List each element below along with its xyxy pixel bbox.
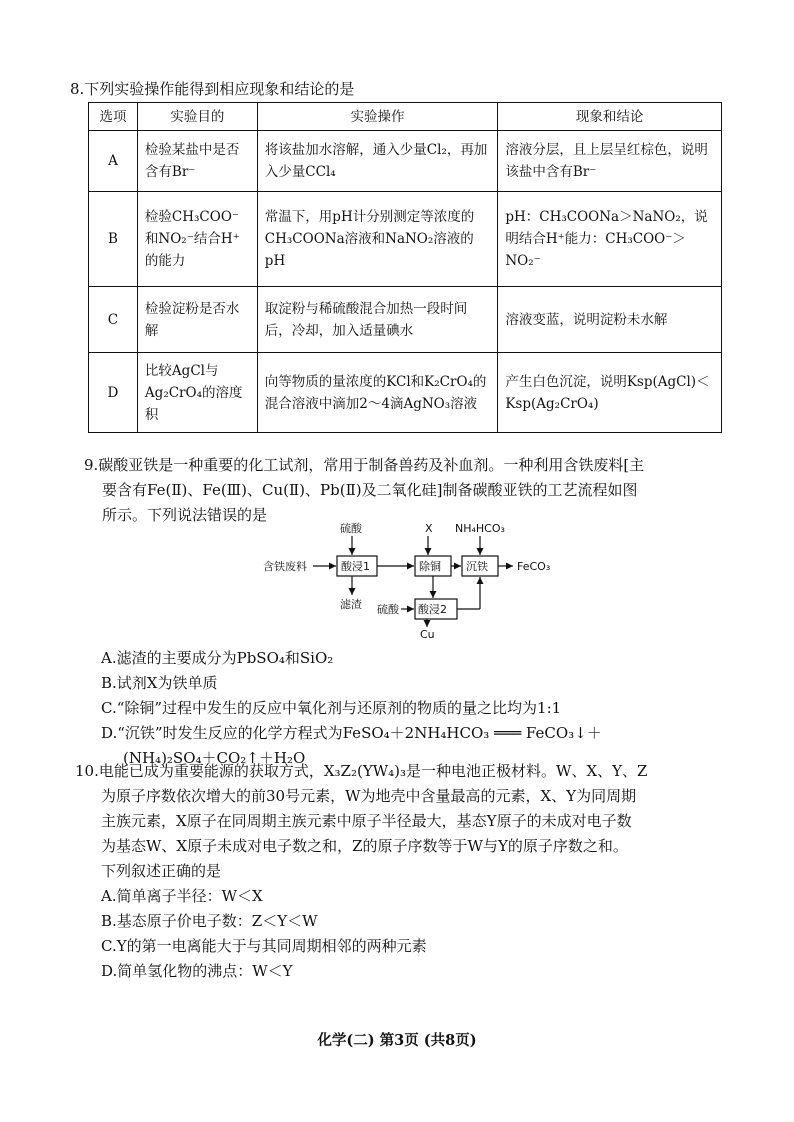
flow-box4-label: 酸浸2 [418, 603, 447, 616]
flow-box3-label: 沉铁 [466, 560, 488, 573]
header-operation: 实验操作 [257, 103, 498, 131]
table-row [89, 287, 722, 353]
row-purpose: 比较AgCl与Ag₂CrO₄的溶度积 [137, 353, 257, 433]
flow-x-label: X [425, 522, 433, 535]
q10-line-4: 为基态W、X原子未成对电子数之和，Z的原子序数等于W与Y的原子序数之和。 [101, 837, 628, 855]
q10-line-3: 主族元素，X原子在同周期主族元素中原子半径最大，基态Y原子的未成对电子数 [101, 812, 632, 830]
q9-option-a: A.滤渣的主要成分为PbSO₄和SiO₂ [101, 649, 334, 667]
table-row [89, 192, 722, 287]
row-option: C [89, 287, 138, 353]
q9-line-2: 要含有Fe(Ⅱ)、Fe(Ⅲ)、Cu(Ⅱ)、Pb(Ⅱ)及二氧化硅]制备碳酸亚铁的工艺流程如图 [102, 481, 638, 499]
row-result: 溶液分层，且上层呈红棕色，说明该盐中含有Br⁻ [498, 131, 722, 192]
q9-option-b: B.试剂X为铁单质 [101, 674, 218, 692]
experiment-table [88, 102, 722, 433]
q10-line-1: 10.电能已成为重要能源的获取方式，X₃Z₂(YW₄)₃是一种电池正极材料。W、X、Y、Z [75, 762, 648, 780]
row-result: 溶液变蓝，说明淀粉未水解 [498, 287, 722, 353]
q9-line-3: 所示。下列说法错误的是 [102, 506, 268, 524]
flow-product-label: FeCO₃ [517, 560, 551, 573]
q10-option-d: D.简单氢化物的沸点：W＜Y [101, 962, 293, 980]
q10-option-a: A.简单离子半径：W＜X [101, 887, 263, 905]
row-operation: 取淀粉与稀硫酸混合加热一段时间后，冷却，加入适量碘水 [257, 287, 498, 353]
question-9-stem [84, 453, 644, 528]
q9-option-c: C.“除铜”过程中发生的反应中氧化剂与还原剂的物质的量之比均为1:1 [101, 699, 562, 717]
row-purpose: 检验某盐中是否含有Br⁻ [137, 131, 257, 192]
flow-nh4hco3-label: NH₄HCO₃ [455, 522, 505, 535]
header-purpose: 实验目的 [137, 103, 257, 131]
flow-box1-label: 酸浸1 [341, 560, 370, 573]
q9-option-d-cont: (NH₄)₂SO₄＋CO₂↑＋H₂O [123, 749, 306, 767]
q10-line-2: 为原子序数依次增大的前30号元素，W为地壳中含量最高的元素，X、Y为同周期 [101, 787, 637, 805]
header-option: 选项 [89, 103, 138, 131]
row-purpose: 检验CH₃COO⁻和NO₂⁻结合H⁺的能力 [137, 192, 257, 287]
page-footer [0, 1029, 794, 1050]
flow-box2-label: 除铜 [419, 560, 441, 573]
row-operation: 常温下，用pH计分别测定等浓度的CH₃COONa溶液和NaNO₂溶液的pH [257, 192, 498, 287]
q9-line-1: 9.碳酸亚铁是一种重要的化工试剂，常用于制备兽药及补血剂。一种利用含铁废料[主 [84, 456, 645, 474]
table-row [89, 131, 722, 192]
row-operation: 向等物质的量浓度的KCl和K₂CrO₄的混合溶液中滴加2～4滴AgNO₃溶液 [257, 353, 498, 433]
row-option: B [89, 192, 138, 287]
row-purpose: 检验淀粉是否水解 [137, 287, 257, 353]
table-row [89, 353, 722, 433]
header-result: 现象和结论 [498, 103, 722, 131]
flow-acid2-label: 硫酸 [377, 603, 399, 616]
q10-line-5: 下列叙述正确的是 [101, 862, 222, 880]
footer-page-number: 化学(二) 第3页 (共8页) [317, 1032, 477, 1049]
question-10-stem [75, 759, 647, 884]
q10-option-c: C.Y的第一电离能大于与其同周期相邻的两种元素 [101, 937, 427, 955]
flow-input-label: 含铁废料 [263, 560, 307, 573]
q9-option-d: D.“沉铁”时发生反应的化学方程式为FeSO₄＋2NH₄HCO₃ ═══ FeCO₃↓＋ [101, 724, 602, 742]
process-flow-diagram [255, 519, 555, 639]
row-operation: 将该盐加水溶解，通入少量Cl₂，再加入少量CCl₄ [257, 131, 498, 192]
question-9-options [101, 646, 602, 771]
question-8-title: 8.下列实验操作能得到相应现象和结论的是 [70, 80, 355, 98]
q10-option-b: B.基态原子价电子数：Z＜Y＜W [101, 912, 318, 930]
flow-residue-label: 滤渣 [340, 598, 362, 611]
flow-cu-label: Cu [420, 628, 435, 639]
question-10-options [101, 884, 427, 984]
row-option: D [89, 353, 138, 433]
row-result: 产生白色沉淀，说明Ksp(AgCl)＜Ksp(Ag₂CrO₄) [498, 353, 722, 433]
table-header-row [89, 103, 722, 131]
row-option: A [89, 131, 138, 192]
row-result: pH：CH₃COONa＞NaNO₂，说明结合H⁺能力：CH₃COO⁻＞NO₂⁻ [498, 192, 722, 287]
flow-acid-top-label: 硫酸 [340, 522, 362, 535]
